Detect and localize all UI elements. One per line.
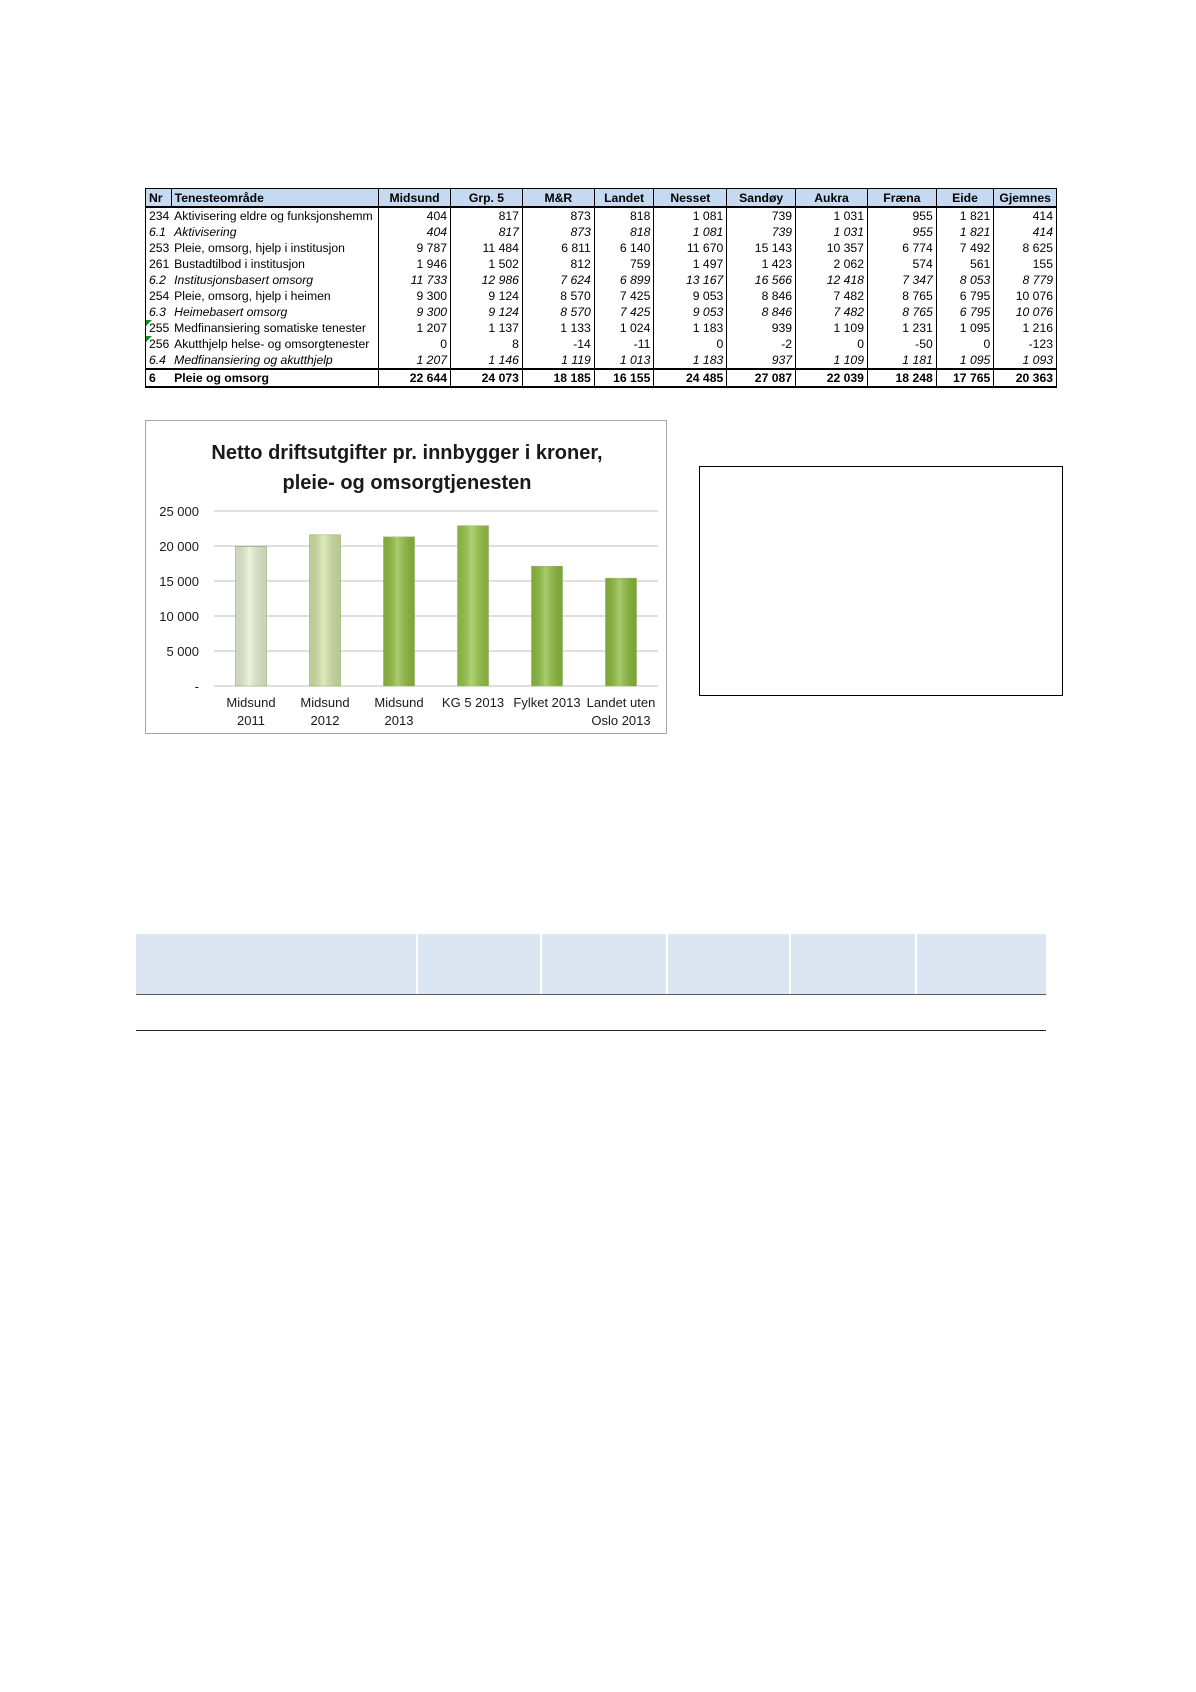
cell-value: 13 167 [654, 272, 727, 288]
cell-value: 9 053 [654, 304, 727, 320]
chart-gridlines [214, 511, 658, 686]
header-col: Sandøy [727, 189, 796, 208]
table-row [146, 304, 1057, 320]
cell-value: 6 774 [867, 240, 936, 256]
cell-value: 15 143 [727, 240, 796, 256]
x-tick-label: 2013 [384, 713, 414, 728]
bar-shade [384, 537, 415, 686]
table-row [146, 320, 1057, 336]
chart-title [211, 442, 602, 494]
cell-value: 8 625 [994, 240, 1057, 256]
cell-value: 1 081 [654, 224, 727, 240]
blank-table-row [136, 995, 1046, 1030]
cell-value: 955 [867, 207, 936, 224]
cell-value: 9 124 [451, 288, 523, 304]
cell-value: 24 073 [451, 369, 523, 387]
cell-nr: 6.2 [146, 272, 172, 288]
header-col: Eide [936, 189, 994, 208]
column-divider [915, 934, 917, 994]
cell-tenesteomrade: Pleie og omsorg [171, 369, 378, 387]
cell-value: 1 031 [796, 207, 868, 224]
cell-value: 6 795 [936, 288, 994, 304]
cell-value: 1 093 [994, 352, 1057, 369]
cell-value: 22 644 [379, 369, 451, 387]
table-row [146, 288, 1057, 304]
column-divider [416, 934, 418, 994]
cell-value: 574 [867, 256, 936, 272]
cell-nr: 261 [146, 256, 172, 272]
cell-value: 1 013 [594, 352, 654, 369]
header-col: Landet [594, 189, 654, 208]
cell-value: 1 119 [522, 352, 594, 369]
bar [236, 547, 267, 686]
x-tick-label: Midsund [300, 695, 350, 710]
cell-value: 11 484 [451, 240, 523, 256]
bar-chart [145, 420, 667, 734]
cell-value: 8 846 [727, 304, 796, 320]
cell-value: 8 765 [867, 288, 936, 304]
cell-nr: 6 [146, 369, 172, 387]
header-col: Aukra [796, 189, 868, 208]
table-row [146, 369, 1057, 387]
cell-value: 1 821 [936, 207, 994, 224]
empty-text-frame [699, 466, 1063, 696]
table-row [146, 207, 1057, 224]
cell-value: 1 497 [654, 256, 727, 272]
cell-value: 7 482 [796, 304, 868, 320]
cell-value: 817 [451, 224, 523, 240]
cell-value: 818 [594, 207, 654, 224]
bar-shade [532, 566, 563, 686]
cell-tenesteomrade: Aktivisering eldre og funksjonshemm [171, 207, 378, 224]
bar [458, 526, 489, 686]
cell-value: 6 899 [594, 272, 654, 288]
bar-shade [606, 578, 637, 686]
x-tick-label: KG 5 2013 [441, 695, 505, 710]
cell-value: 1 031 [796, 224, 868, 240]
cell-value: 9 053 [654, 288, 727, 304]
x-tick-label: Oslo 2013 [591, 713, 651, 728]
cell-value: 0 [936, 336, 994, 352]
cell-nr: 6.1 [146, 224, 172, 240]
chart-title-line: pleie- og omsorgtjenesten [282, 472, 532, 494]
cell-value: 937 [727, 352, 796, 369]
cell-value: -50 [867, 336, 936, 352]
cell-value: 8 053 [936, 272, 994, 288]
cell-value: 739 [727, 207, 796, 224]
column-divider [540, 934, 542, 994]
cell-value: 18 248 [867, 369, 936, 387]
cell-value: 18 185 [522, 369, 594, 387]
header-col: Grp. 5 [451, 189, 523, 208]
table-row [146, 256, 1057, 272]
cell-value: 10 357 [796, 240, 868, 256]
cell-value: 9 787 [379, 240, 451, 256]
cell-value: 20 363 [994, 369, 1057, 387]
cell-tenesteomrade: Heimebasert omsorg [171, 304, 378, 320]
cell-value: 8 570 [522, 304, 594, 320]
cell-value: 16 155 [594, 369, 654, 387]
cell-value: 2 062 [796, 256, 868, 272]
cell-value: 24 485 [654, 369, 727, 387]
cell-value: 955 [867, 224, 936, 240]
y-tick-label: 25 000 [159, 504, 199, 519]
cell-value: 27 087 [727, 369, 796, 387]
chart-svg [146, 421, 668, 735]
cell-value: 939 [727, 320, 796, 336]
cell-nr: 255 [146, 320, 172, 336]
cell-value: 8 779 [994, 272, 1057, 288]
cell-value: 1 133 [522, 320, 594, 336]
cell-value: 11 733 [379, 272, 451, 288]
cell-nr: 256 [146, 336, 172, 352]
bar-shade [310, 535, 341, 686]
cell-nr: 253 [146, 240, 172, 256]
blank-table [136, 934, 1046, 1031]
table-row [146, 224, 1057, 240]
cell-value: -11 [594, 336, 654, 352]
cell-value: 6 140 [594, 240, 654, 256]
cell-value: 414 [994, 224, 1057, 240]
cell-value: 1 207 [379, 320, 451, 336]
cell-value: 1 946 [379, 256, 451, 272]
cell-value: 8 765 [867, 304, 936, 320]
table-row [146, 336, 1057, 352]
cell-value: 1 183 [654, 352, 727, 369]
y-tick-label: 5 000 [166, 644, 199, 659]
cell-value: 8 570 [522, 288, 594, 304]
cell-value: 9 300 [379, 304, 451, 320]
column-divider [789, 934, 791, 994]
cell-value: 6 795 [936, 304, 994, 320]
cell-value: 818 [594, 224, 654, 240]
cell-value: 1 231 [867, 320, 936, 336]
cell-value: 1 146 [451, 352, 523, 369]
cell-value: 0 [379, 336, 451, 352]
cell-value: 7 425 [594, 288, 654, 304]
x-tick-label: 2012 [310, 713, 340, 728]
cell-value: 7 492 [936, 240, 994, 256]
cell-nr: 234 [146, 207, 172, 224]
x-tick-label: Landet uten [586, 695, 656, 710]
cell-value: 817 [451, 207, 523, 224]
cell-value: 7 425 [594, 304, 654, 320]
cell-tenesteomrade: Aktivisering [171, 224, 378, 240]
cell-value: 6 811 [522, 240, 594, 256]
cell-tenesteomrade: Institusjonsbasert omsorg [171, 272, 378, 288]
bottom-rule [136, 1030, 1046, 1031]
x-tick-label: Midsund [374, 695, 424, 710]
y-tick-label: 15 000 [159, 574, 199, 589]
header-col: Fræna [867, 189, 936, 208]
x-tick-label: Midsund [226, 695, 276, 710]
cell-value: 7 347 [867, 272, 936, 288]
cell-value: 12 986 [451, 272, 523, 288]
cell-value: 8 [451, 336, 523, 352]
bar [532, 566, 563, 686]
bar-shade [236, 547, 267, 686]
cell-value: 11 670 [654, 240, 727, 256]
cell-tenesteomrade: Pleie, omsorg, hjelp i institusjon [171, 240, 378, 256]
cell-value: 1 183 [654, 320, 727, 336]
cell-value: 8 846 [727, 288, 796, 304]
cell-value: 10 076 [994, 304, 1057, 320]
cell-value: 7 624 [522, 272, 594, 288]
cell-value: 1 502 [451, 256, 523, 272]
cell-value: 404 [379, 207, 451, 224]
header-nr: Nr [146, 189, 172, 208]
cell-value: 873 [522, 224, 594, 240]
cell-tenesteomrade: Pleie, omsorg, hjelp i heimen [171, 288, 378, 304]
cell-value: 1 137 [451, 320, 523, 336]
column-divider [666, 934, 668, 994]
cell-value: 1 423 [727, 256, 796, 272]
table-row [146, 272, 1057, 288]
cell-value: 561 [936, 256, 994, 272]
cell-value: 0 [654, 336, 727, 352]
bar [310, 535, 341, 686]
cell-value: 9 300 [379, 288, 451, 304]
cell-value: 759 [594, 256, 654, 272]
cell-value: 873 [522, 207, 594, 224]
cell-value: 1 216 [994, 320, 1057, 336]
cell-tenesteomrade: Medfinansiering somatiske tenester [171, 320, 378, 336]
cell-value: -123 [994, 336, 1057, 352]
header-tenesteomrade: Tenesteområde [171, 189, 378, 208]
cell-value: 9 124 [451, 304, 523, 320]
cost-table [145, 188, 1057, 388]
chart-title-line: Netto driftsutgifter pr. innbygger i kroner, [211, 442, 603, 464]
bar [606, 578, 637, 686]
cell-nr: 6.4 [146, 352, 172, 369]
cell-value: 1 081 [654, 207, 727, 224]
header-col: Nesset [654, 189, 727, 208]
cell-value: 1 095 [936, 320, 994, 336]
header-col: Gjemnes [994, 189, 1057, 208]
cell-value: 10 076 [994, 288, 1057, 304]
header-col: M&R [522, 189, 594, 208]
cell-value: 1 024 [594, 320, 654, 336]
cell-value: 1 109 [796, 320, 868, 336]
table-row [146, 352, 1057, 369]
y-tick-label: 20 000 [159, 539, 199, 554]
y-tick-label: - [194, 679, 199, 694]
blank-table-header [136, 934, 1046, 994]
cell-value: 12 418 [796, 272, 868, 288]
cell-tenesteomrade: Medfinansiering og akutthjelp [171, 352, 378, 369]
cell-value: 1 821 [936, 224, 994, 240]
table-header-row [146, 189, 1057, 208]
cell-nr: 6.3 [146, 304, 172, 320]
cell-value: -14 [522, 336, 594, 352]
cell-value: 155 [994, 256, 1057, 272]
cell-tenesteomrade: Bustadtilbod i institusjon [171, 256, 378, 272]
bar-shade [458, 526, 489, 686]
cell-value: 739 [727, 224, 796, 240]
cell-value: 17 765 [936, 369, 994, 387]
cell-value: 1 109 [796, 352, 868, 369]
chart-x-axis [226, 695, 655, 728]
header-col: Midsund [379, 189, 451, 208]
cell-value: 16 566 [727, 272, 796, 288]
cell-tenesteomrade: Akutthjelp helse- og omsorgtenester [171, 336, 378, 352]
cell-value: 22 039 [796, 369, 868, 387]
cell-value: -2 [727, 336, 796, 352]
x-tick-label: 2011 [237, 713, 265, 728]
x-tick-label: Fylket 2013 [513, 695, 581, 710]
chart-bars [236, 526, 637, 686]
bar [384, 537, 415, 686]
cell-nr: 254 [146, 288, 172, 304]
cell-value: 1 095 [936, 352, 994, 369]
cell-value: 0 [796, 336, 868, 352]
cell-value: 414 [994, 207, 1057, 224]
cell-value: 812 [522, 256, 594, 272]
y-tick-label: 10 000 [159, 609, 199, 624]
cell-value: 7 482 [796, 288, 868, 304]
cell-value: 1 207 [379, 352, 451, 369]
cell-value: 404 [379, 224, 451, 240]
cell-value: 1 181 [867, 352, 936, 369]
table-row [146, 240, 1057, 256]
chart-y-axis [159, 504, 199, 694]
